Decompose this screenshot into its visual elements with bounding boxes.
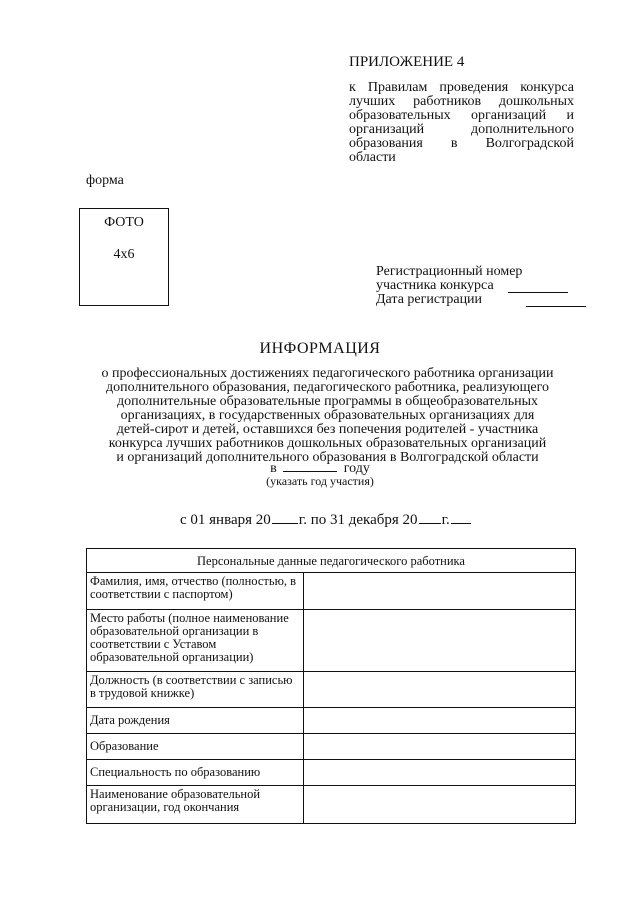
subtitle-line: детей-сирот и детей, оставшихся без попечения родителей - участника bbox=[116, 422, 539, 437]
table-header-row bbox=[87, 549, 576, 573]
photo-size: 4x6 bbox=[113, 247, 135, 262]
table-row bbox=[87, 760, 576, 786]
table-row bbox=[87, 734, 576, 760]
appendix-line: образовательных организаций и bbox=[349, 108, 574, 123]
row-label-education: Образование bbox=[87, 734, 304, 760]
row-value-institution[interactable] bbox=[304, 786, 576, 824]
table-row bbox=[87, 708, 576, 734]
photo-placeholder bbox=[79, 208, 169, 306]
row-label-position: Должность (в соответствии с записью в трудовой книжке) bbox=[87, 672, 304, 708]
form-label: форма bbox=[86, 173, 124, 188]
appendix-line: лучших работников дошкольных bbox=[349, 94, 574, 109]
subtitle-line: о профессиональных достижениях педагогического работника организации bbox=[101, 366, 554, 381]
subtitle-line: конкурса лучших работников дошкольных образовательных организаций bbox=[108, 436, 547, 451]
period-line bbox=[180, 511, 472, 529]
year-blank[interactable] bbox=[283, 460, 337, 472]
appendix-reference bbox=[349, 81, 574, 165]
registration-participant-label: участника конкурса bbox=[376, 278, 494, 293]
row-value-position[interactable] bbox=[304, 672, 576, 708]
row-label-full-name: Фамилия, имя, отчество (полностью, в соответствии с паспортом) bbox=[87, 573, 304, 610]
appendix-line: образования в Волгоградской bbox=[349, 136, 574, 151]
period-trailing-blank[interactable] bbox=[451, 511, 471, 524]
row-value-specialty[interactable] bbox=[304, 760, 576, 786]
row-label-specialty: Специальность по образованию bbox=[87, 760, 304, 786]
appendix-title: ПРИЛОЖЕНИЕ 4 bbox=[349, 54, 465, 70]
subtitle-line: организациях, в государственных образовательных организациях для bbox=[120, 408, 535, 423]
photo-label: ФОТО bbox=[104, 215, 144, 230]
registration-date-blank[interactable] bbox=[526, 295, 586, 307]
registration-number-blank[interactable] bbox=[508, 281, 568, 293]
table-row bbox=[87, 573, 576, 610]
appendix-line: организаций дополнительного bbox=[349, 122, 574, 137]
subtitle-line: и организаций дополнительного образования в Волгоградской области bbox=[116, 450, 539, 465]
row-value-workplace[interactable] bbox=[304, 610, 576, 672]
year-suffix: году bbox=[343, 461, 370, 476]
year-hint: (указать год участия) bbox=[266, 474, 374, 488]
personal-data-table bbox=[86, 548, 576, 824]
subtitle-line: дополнительные образовательные программы в общеобразовательных bbox=[116, 394, 539, 409]
appendix-line: области bbox=[349, 150, 396, 165]
appendix-line: к Правилам проведения конкурса bbox=[349, 80, 574, 95]
period-start-text: с 01 января 20 bbox=[180, 512, 271, 528]
document-subtitle bbox=[80, 367, 575, 465]
period-mid-text: г. по 31 декабря 20 bbox=[298, 512, 418, 528]
year-prefix: в bbox=[270, 461, 277, 476]
table-row bbox=[87, 672, 576, 708]
row-label-workplace: Место работы (полное наименование образовательной организации в соответствии с Уставом образовательной организации) bbox=[87, 610, 304, 672]
period-end-text: г. bbox=[441, 512, 450, 528]
row-label-institution: Наименование образовательной организации, год окончания bbox=[87, 786, 304, 824]
row-value-full-name[interactable] bbox=[304, 573, 576, 610]
table-header: Персональные данные педагогического работника bbox=[87, 549, 576, 573]
registration-number-label: Регистрационный номер bbox=[376, 264, 523, 279]
table-row bbox=[87, 610, 576, 672]
row-value-education[interactable] bbox=[304, 734, 576, 760]
document-title: ИНФОРМАЦИЯ bbox=[259, 340, 381, 357]
period-end-year-blank[interactable] bbox=[419, 511, 441, 524]
table-row bbox=[87, 786, 576, 824]
subtitle-line: дополнительного образования, педагогического работника, реализующего bbox=[106, 380, 549, 395]
registration-block bbox=[376, 265, 586, 307]
registration-date-label: Дата регистрации bbox=[376, 292, 483, 307]
period-start-year-blank[interactable] bbox=[272, 511, 298, 524]
row-value-birth-date[interactable] bbox=[304, 708, 576, 734]
row-label-birth-date: Дата рождения bbox=[87, 708, 304, 734]
